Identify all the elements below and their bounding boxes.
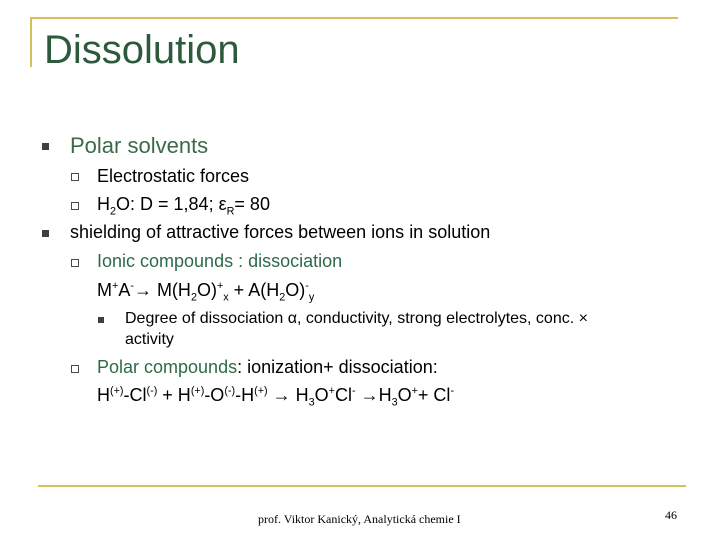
bullet-hollow-icon [71, 259, 79, 267]
bullet-square-icon [98, 317, 104, 323]
polar-equation: $H^{(+)}-Cl^{(-)} + H^{(+)}-O^{(-)}-H^{(+)} \to H_3O^+Cl^- \to H_3O^++ Cl^-$ [97, 385, 455, 409]
footer-text: prof. Viktor Kanický, Analytická chemie I [258, 512, 461, 526]
bullet-hollow-icon [71, 202, 79, 210]
ionic-compounds-item: Ionic compounds : dissociation [97, 251, 343, 271]
page-number: 46 [665, 508, 677, 522]
bullet-square-icon [42, 143, 49, 150]
polar-solvents-heading: Polar solvents [70, 133, 209, 158]
left-rule [30, 17, 32, 67]
water-properties-item: $H_2O$: D = 1,84; $\varepsilon_R= 80$ [97, 194, 270, 218]
bottom-rule [38, 485, 686, 487]
page-title: Dissolution [44, 28, 240, 72]
ionic-equation: $M^+A^-\to M(H_2O)^+_x + A(H_2O)^-_y$ [97, 280, 315, 304]
activity-item: activity [125, 331, 174, 348]
top-rule [30, 17, 678, 19]
shielding-item: shielding of attractive forces between ions in solution [70, 222, 491, 242]
bullet-hollow-icon [71, 173, 79, 181]
polar-compounds-item: Polar compounds: ionization+ dissociation: [97, 357, 438, 377]
degree-item: Degree of dissociation α, conductivity, strong electrolytes, conc. × [125, 310, 588, 327]
bullet-hollow-icon [71, 365, 79, 373]
bullet-square-icon [42, 230, 49, 237]
electrostatic-item: Electrostatic forces [97, 166, 250, 186]
